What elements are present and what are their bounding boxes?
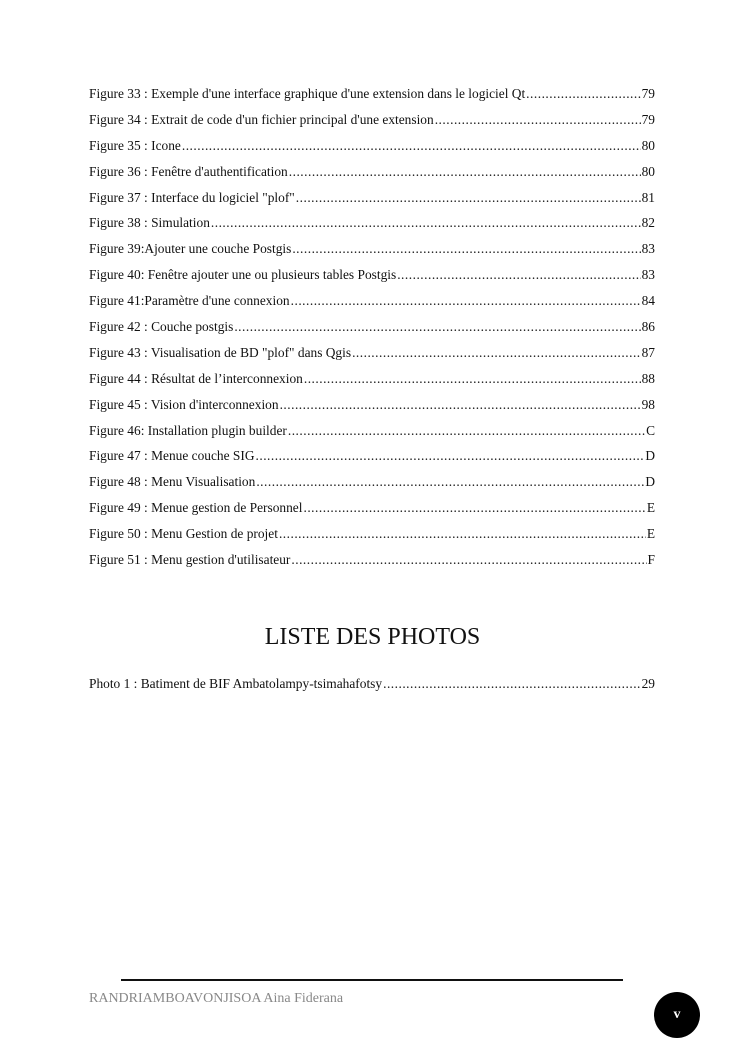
toc-entry[interactable] [89, 112, 655, 138]
toc-entry-page: 81 [641, 189, 655, 205]
toc-entry[interactable] [89, 371, 655, 397]
toc-entry-label: Figure 44 : Résultat de l’interconnexion [89, 370, 303, 386]
toc-entry[interactable] [89, 138, 655, 164]
dot-leader [303, 500, 645, 516]
toc-entry-page: 83 [641, 267, 655, 283]
dot-leader [291, 552, 646, 568]
toc-entry-page: 80 [641, 163, 655, 179]
toc-entry[interactable] [89, 397, 655, 423]
toc-entry-page: 84 [641, 293, 655, 309]
toc-entry[interactable] [89, 319, 655, 345]
list-of-photos [89, 676, 655, 702]
toc-entry-page: F [647, 552, 655, 568]
toc-entry-label: Figure 41:Paramètre d'une connexion [89, 293, 290, 309]
toc-entry[interactable] [89, 86, 655, 112]
list-of-figures [89, 86, 655, 578]
toc-entry[interactable] [89, 448, 655, 474]
toc-entry[interactable] [89, 241, 655, 267]
dot-leader [256, 448, 645, 464]
dot-leader [526, 86, 640, 102]
toc-entry-page: E [646, 526, 655, 542]
dot-leader [211, 215, 641, 231]
dot-leader [291, 293, 641, 309]
dot-leader [304, 371, 641, 387]
toc-entry[interactable] [89, 474, 655, 500]
dot-leader [280, 397, 641, 413]
toc-entry-label: Figure 36 : Fenêtre d'authentification [89, 163, 288, 179]
toc-entry-label: Figure 50 : Menu Gestion de projet [89, 526, 278, 542]
section-title: LISTE DES PHOTOS [264, 624, 481, 650]
toc-entry-label: Figure 37 : Interface du logiciel "plof" [89, 189, 295, 205]
dot-leader [435, 112, 641, 128]
toc-entry-label: Figure 39:Ajouter une couche Postgis [89, 241, 292, 257]
toc-entry-label: Figure 49 : Menue gestion de Personnel [89, 500, 303, 516]
toc-entry[interactable] [89, 676, 655, 702]
dot-leader [292, 241, 640, 257]
toc-entry-page: 80 [641, 137, 655, 153]
toc-entry[interactable] [89, 190, 655, 216]
toc-entry-label: Figure 34 : Extrait de code d'un fichier principal d'une extension [89, 111, 434, 127]
toc-entry[interactable] [89, 293, 655, 319]
dot-leader [289, 164, 641, 180]
toc-entry-page: E [646, 500, 655, 516]
toc-entry-page: 86 [641, 319, 655, 335]
toc-entry-page: 79 [641, 111, 655, 127]
dot-leader [383, 676, 641, 692]
toc-entry-label: Photo 1 : Batiment de BIF Ambatolampy-tsimahafotsy [89, 676, 383, 691]
dot-leader [234, 319, 640, 335]
toc-entry[interactable] [89, 526, 655, 552]
toc-entry-label: Figure 47 : Menue couche SIG [89, 448, 255, 464]
footer-divider [121, 979, 623, 981]
toc-entry-page: 88 [641, 370, 655, 386]
toc-entry-label: Figure 43 : Visualisation de BD "plof" dans Qgis [89, 344, 352, 360]
toc-entry-label: Figure 46: Installation plugin builder [89, 422, 287, 438]
toc-entry-page: C [646, 422, 655, 438]
dot-leader [296, 190, 641, 206]
toc-entry-label: Figure 51 : Menu gestion d'utilisateur [89, 552, 291, 568]
toc-entry-page: 98 [641, 396, 655, 412]
toc-entry[interactable] [89, 215, 655, 241]
footer-author: RANDRIAMBOAVONJISOA Aina Fiderana [89, 991, 344, 1006]
toc-entry-label: Figure 42 : Couche postgis [89, 319, 234, 335]
toc-entry-page: 29 [641, 676, 655, 691]
toc-entry-label: Figure 40: Fenêtre ajouter une ou plusieurs tables Postgis [89, 267, 397, 283]
dot-leader [288, 423, 645, 439]
dot-leader [397, 267, 640, 283]
toc-entry[interactable] [89, 164, 655, 190]
toc-entry-label: Figure 45 : Vision d'interconnexion [89, 396, 279, 412]
toc-entry[interactable] [89, 423, 655, 449]
toc-entry-page: 82 [641, 215, 655, 231]
toc-entry-page: D [645, 474, 655, 490]
toc-entry-page: D [645, 448, 655, 464]
toc-entry-page: 79 [641, 86, 655, 101]
dot-leader [182, 138, 641, 154]
toc-entry-label: Figure 48 : Menu Visualisation [89, 474, 256, 490]
dot-leader [352, 345, 641, 361]
toc-entry-label: Figure 35 : Icone [89, 137, 181, 153]
toc-entry[interactable] [89, 552, 655, 578]
toc-entry-page: 83 [641, 241, 655, 257]
dot-leader [279, 526, 646, 542]
dot-leader [256, 474, 644, 490]
toc-entry-label: Figure 38 : Simulation [89, 215, 210, 231]
toc-entry-page: 87 [641, 344, 655, 360]
toc-entry[interactable] [89, 500, 655, 526]
toc-entry[interactable] [89, 267, 655, 293]
toc-entry-label: Figure 33 : Exemple d'une interface graphique d'une extension dans le logiciel Qt [89, 86, 526, 101]
page-number-badge: v [654, 992, 700, 1038]
toc-entry[interactable] [89, 345, 655, 371]
